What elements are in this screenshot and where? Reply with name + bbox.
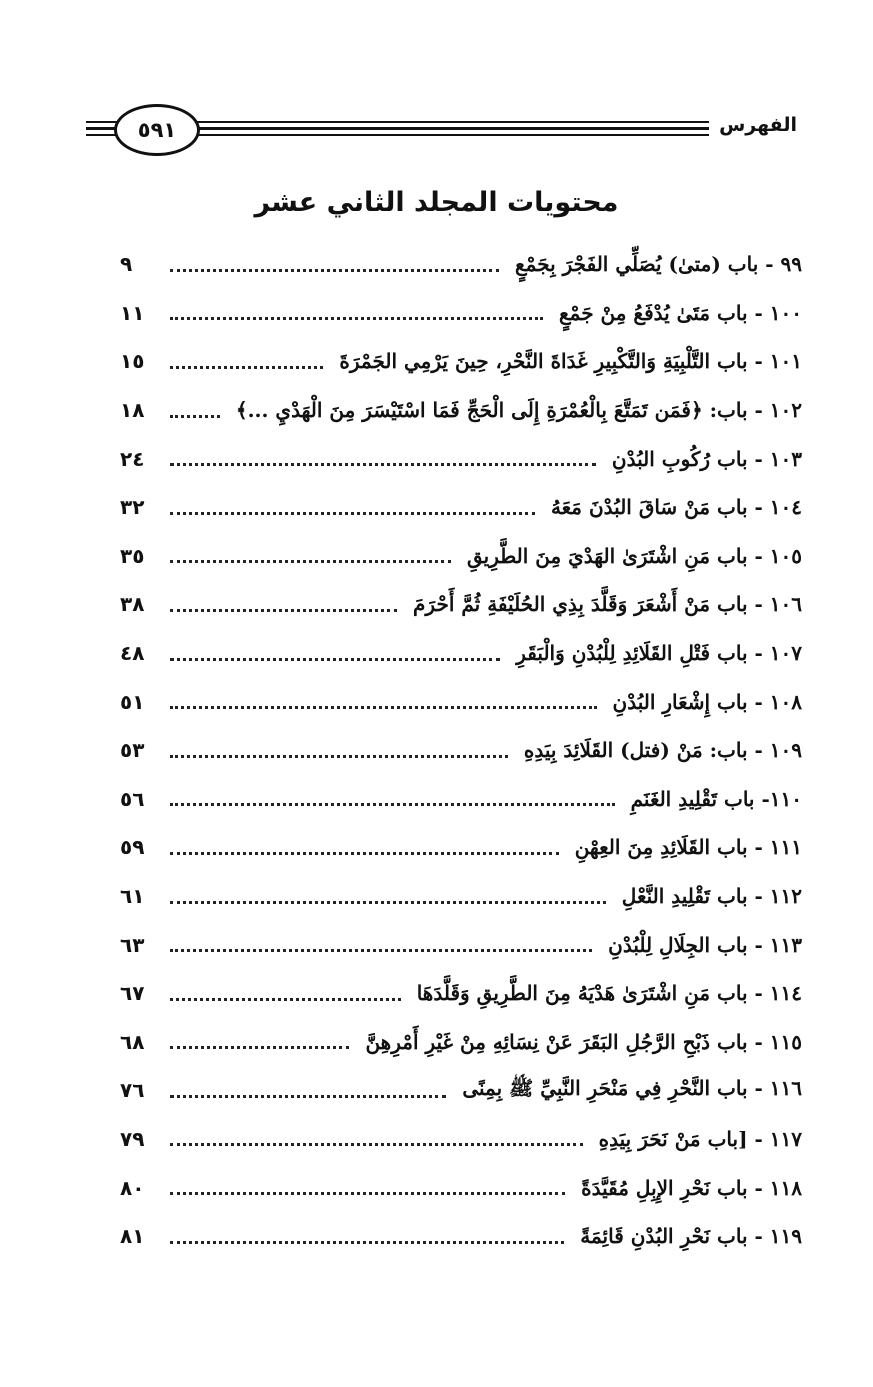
- toc-entry[interactable]: [120, 1066, 802, 1115]
- dot-leader: [170, 366, 323, 369]
- entry-title: ٩٩ - باب (متىٰ) يُصَلِّي الفَجْرَ بِجَمْعٍ: [515, 252, 802, 277]
- entry-page-number: ١١: [120, 300, 145, 325]
- dot-leader: [170, 1143, 583, 1146]
- toc-entry[interactable]: [120, 629, 802, 678]
- entry-page-number: ٥٩: [120, 835, 145, 860]
- entry-title: ١١٣ - باب الجِلَالِ لِلْبُدْنِ: [608, 932, 802, 957]
- dot-leader: [170, 512, 535, 515]
- entry-page-number: ٤٨: [120, 641, 145, 666]
- entry-title: ١١٥ - باب ذَبْحِ الرَّجُلِ البَقَرَ عَنْ نِسَائِهِ مِنْ غَيْرِ أَمْرِهِنَّ: [365, 1029, 802, 1054]
- entry-page-number: ٣٢: [120, 495, 145, 520]
- page-number: ٥٩١: [114, 104, 200, 156]
- dot-leader: [170, 269, 499, 272]
- entry-title: ١٠٩ - باب: مَنْ (فتل) القَلَائِدَ بِيَدِهِ: [523, 738, 802, 763]
- toc-entry[interactable]: [120, 726, 802, 775]
- dot-leader: [170, 658, 500, 661]
- entry-page-number: ٦٣: [120, 932, 145, 957]
- entry-title: ١٠٧ - باب فَتْلِ القَلَائِدِ لِلْبُدْنِ وَالْبَقَرِ: [516, 641, 802, 666]
- toc-entry[interactable]: [120, 872, 802, 921]
- entry-title: ١١٧ - [باب مَنْ نَحَرَ بِيَدِهِ: [598, 1126, 802, 1151]
- dot-leader: [170, 317, 543, 320]
- entry-title: ١١٢ - باب تَقْلِيدِ النَّعْلِ: [621, 884, 802, 909]
- dot-leader: [170, 852, 559, 855]
- entry-page-number: ١٥: [120, 349, 145, 374]
- dot-leader: [170, 998, 401, 1001]
- dot-leader: [170, 1095, 446, 1098]
- entry-page-number: ٧٩: [120, 1126, 145, 1151]
- toc-entry[interactable]: [120, 289, 802, 338]
- entry-page-number: ٦١: [120, 884, 145, 909]
- entry-page-number: ٦٨: [120, 1029, 145, 1054]
- dot-leader: [170, 609, 397, 612]
- toc-entry[interactable]: [120, 1115, 802, 1164]
- dot-leader: [170, 901, 606, 904]
- entry-title: ١٠٢ - باب: ﴿فَمَن تَمَتَّعَ بِالْعُمْرَةِ إِلَى الْحَجِّ فَمَا اسْتَيْسَرَ مِنَ الْهَدْيِ ...﴾: [235, 398, 802, 423]
- entry-title: ١١٩ - باب نَحْرِ البُدْنِ قَائِمَةً: [580, 1224, 802, 1249]
- dot-leader: [170, 560, 451, 563]
- dot-leader: [170, 706, 597, 709]
- toc-entry[interactable]: [120, 580, 802, 629]
- toc-entry[interactable]: [120, 434, 802, 483]
- entry-page-number: ٨١: [120, 1224, 145, 1249]
- entry-title: ١٠٦ - باب مَنْ أَشْعَرَ وَقَلَّدَ بِذِي الحُلَيْفَةِ ثُمَّ أَحْرَمَ: [413, 592, 802, 617]
- toc-entry[interactable]: [120, 969, 802, 1018]
- dot-leader: [170, 1241, 564, 1244]
- entry-page-number: ٥١: [120, 689, 145, 714]
- dot-leader: [170, 803, 615, 806]
- toc-entry[interactable]: [120, 483, 802, 532]
- toc-entry[interactable]: [120, 677, 802, 726]
- entry-page-number: ٥٦: [120, 786, 145, 811]
- entry-page-number: ٩: [120, 252, 133, 277]
- entry-title: ١١٦ - باب النَّحْرِ فِي مَنْحَرِ النَّبِيِّ ﷺ بِمِنًى: [462, 1075, 802, 1100]
- entry-page-number: ٢٤: [120, 446, 145, 471]
- toc-entry[interactable]: [120, 1212, 802, 1261]
- table-of-contents: [120, 240, 802, 1260]
- toc-entry[interactable]: [120, 240, 802, 289]
- toc-entry[interactable]: [120, 1163, 802, 1212]
- toc-entry[interactable]: [120, 823, 802, 872]
- toc-entry[interactable]: [120, 386, 802, 435]
- entry-page-number: ٥٣: [120, 738, 145, 763]
- entry-title: ١١٠- باب تَقْلِيدِ الغَنَمِ: [630, 786, 802, 811]
- entry-title: ١١٤ - باب مَنِ اشْتَرَىٰ هَدْيَهُ مِنَ الطَّرِيقِ وَقَلَّدَهَا: [416, 981, 802, 1006]
- toc-entry[interactable]: [120, 1018, 802, 1067]
- dot-leader: [170, 755, 508, 758]
- entry-title: ١٠٤ - باب مَنْ سَاقَ البُدْنَ مَعَهُ: [550, 495, 802, 520]
- entry-title: ١٠١ - باب التَّلْبِيَةِ وَالتَّكْبِيرِ غَدَاةَ النَّحْرِ، حِينَ يَرْمِي الجَمْرَةَ: [339, 349, 802, 374]
- entry-title: ١٠٨ - باب إِشْعَارِ البُدْنِ: [612, 689, 802, 714]
- entry-page-number: ٣٥: [120, 543, 145, 568]
- dot-leader: [170, 463, 596, 466]
- dot-leader: [170, 415, 220, 418]
- dot-leader: [170, 1192, 565, 1195]
- entry-title: ١٠٥ - باب مَنِ اشْتَرَىٰ الهَدْيَ مِنَ الطَّرِيقِ: [466, 543, 802, 568]
- toc-entry[interactable]: [120, 337, 802, 386]
- entry-page-number: ٣٨: [120, 592, 145, 617]
- toc-entry[interactable]: [120, 775, 802, 824]
- dot-leader: [170, 949, 592, 952]
- entry-page-number: ٨٠: [120, 1175, 145, 1200]
- entry-title: ١١١ - باب القَلَائِدِ مِنَ العِهْنِ: [574, 835, 802, 860]
- toc-entry[interactable]: [120, 920, 802, 969]
- entry-page-number: ٧٦: [120, 1078, 145, 1103]
- entry-title: ١١٨ - باب نَحْرِ الإِبِلِ مُقَيَّدَةً: [581, 1175, 802, 1200]
- contents-title: محتويات المجلد الثاني عشر: [254, 187, 619, 218]
- dot-leader: [170, 1046, 349, 1049]
- entry-title: ١٠٠ - باب مَتَىٰ يُدْفَعُ مِنْ جَمْعٍ: [559, 300, 802, 325]
- toc-entry[interactable]: [120, 532, 802, 581]
- running-header-title: الفهرس: [709, 110, 807, 140]
- entry-title: ١٠٣ - باب رُكُوبِ البُدْنِ: [611, 446, 802, 471]
- entry-page-number: ١٨: [120, 398, 145, 423]
- entry-page-number: ٦٧: [120, 981, 145, 1006]
